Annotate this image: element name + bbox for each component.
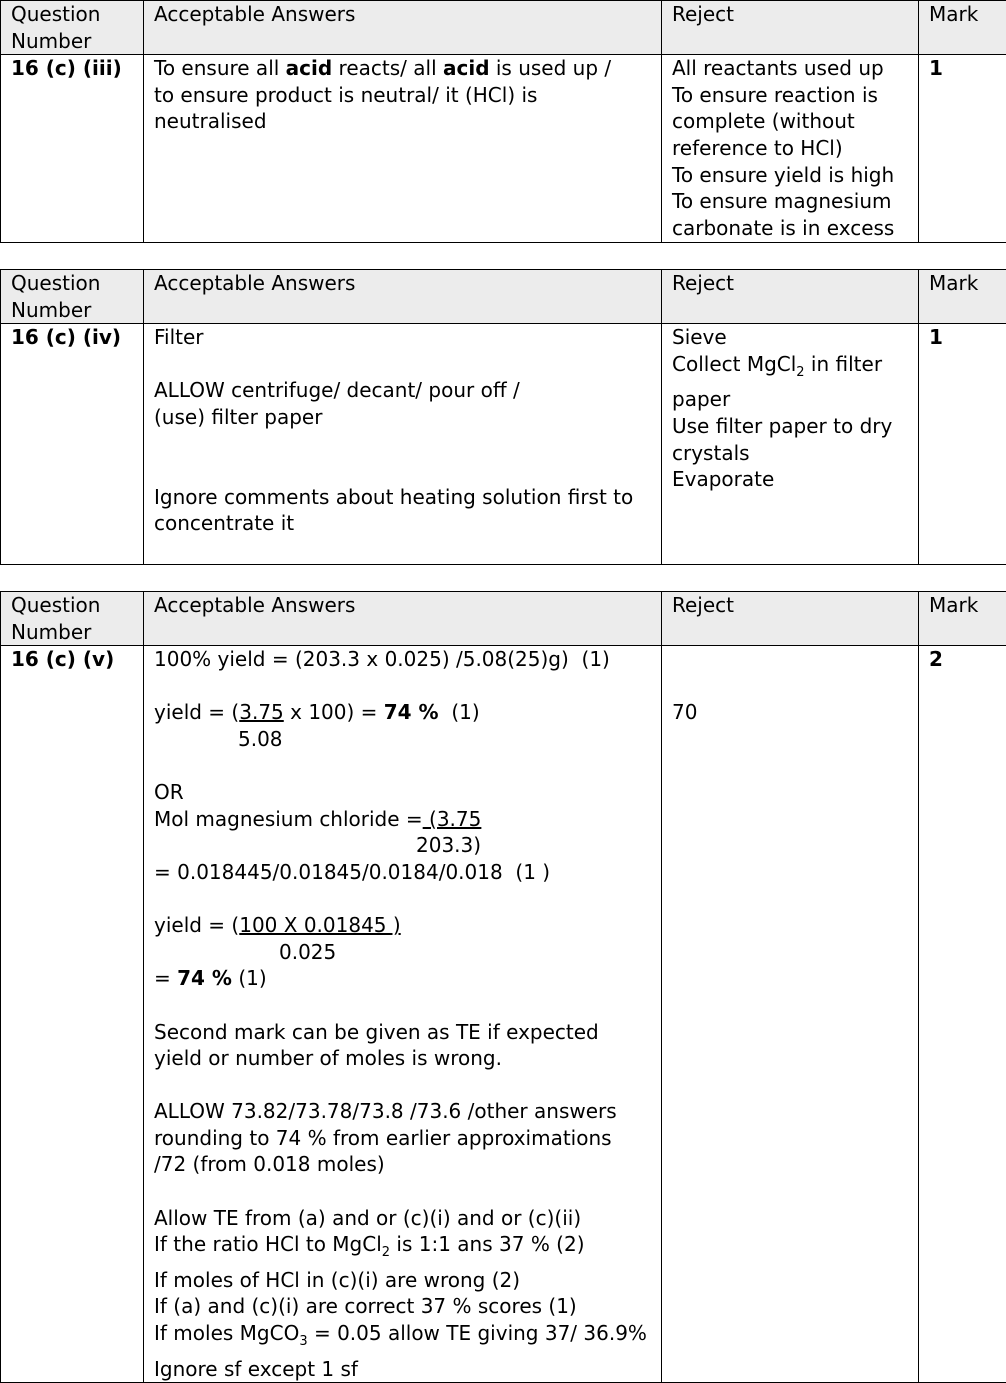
reject-line: Evaporate bbox=[672, 466, 908, 493]
answer-line: If (a) and (c)(i) are correct 37 % scores (1) bbox=[154, 1293, 651, 1320]
answer-line: ALLOW centrifuge/ decant/ pour off / bbox=[154, 377, 651, 404]
answer-line: Filter bbox=[154, 324, 651, 351]
answer-line: 100% yield = (203.3 x 0.025) /5.08(25)g) (1) bbox=[154, 646, 651, 673]
reject-cell bbox=[662, 324, 919, 565]
answer-line: If moles of HCl in (c)(i) are wrong (2) bbox=[154, 1267, 651, 1294]
answer-line: ALLOW 73.82/73.78/73.8 /73.6 /other answers bbox=[154, 1098, 651, 1125]
reject-line: paper bbox=[672, 386, 908, 413]
answer-line: To ensure all acid reacts/ all acid is used up / bbox=[154, 55, 651, 82]
header-question-number: Question Number bbox=[1, 270, 144, 324]
answer-line: (use) filter paper bbox=[154, 404, 651, 431]
header-acceptable-answers: Acceptable Answers bbox=[144, 270, 662, 324]
header-row bbox=[1, 592, 1006, 646]
reject-line: To ensure magnesium bbox=[672, 188, 908, 215]
reject-line: To ensure reaction is bbox=[672, 82, 908, 109]
answer-line: concentrate it bbox=[154, 510, 651, 537]
header-mark: Mark bbox=[919, 270, 1006, 324]
reject-cell bbox=[662, 646, 919, 1383]
header-acceptable-answers: Acceptable Answers bbox=[144, 1, 662, 55]
reject-line: 70 bbox=[672, 699, 908, 726]
acceptable-answers-cell bbox=[144, 55, 662, 243]
mark-value: 1 bbox=[919, 55, 1006, 243]
header-mark: Mark bbox=[919, 592, 1006, 646]
markscheme-table-v bbox=[0, 591, 1006, 1383]
answer-row bbox=[1, 55, 1006, 243]
mark-value: 1 bbox=[919, 324, 1006, 565]
reject-line: crystals bbox=[672, 440, 908, 467]
answer-line: If the ratio HCl to MgCl$_2$ is 1:1 ans 37 % (2) bbox=[154, 1231, 651, 1267]
header-acceptable-answers: Acceptable Answers bbox=[144, 592, 662, 646]
header-reject: Reject bbox=[662, 592, 919, 646]
markscheme-table-iv bbox=[0, 269, 1006, 565]
answer-line: to ensure product is neutral/ it (HCl) is bbox=[154, 82, 651, 109]
header-row bbox=[1, 270, 1006, 324]
answer-line: Mol magnesium chloride = (3.75 bbox=[154, 806, 651, 833]
header-row bbox=[1, 1, 1006, 55]
answer-line: = 74 % (1) bbox=[154, 965, 651, 992]
answer-line: 0.025 bbox=[154, 939, 651, 966]
answer-line: OR bbox=[154, 779, 651, 806]
reject-line: Use filter paper to dry bbox=[672, 413, 908, 440]
reject-line: carbonate is in excess bbox=[672, 215, 908, 242]
reject-line: complete (without bbox=[672, 108, 908, 135]
answer-line: 203.3) bbox=[154, 832, 651, 859]
question-number: 16 (c) (iii) bbox=[1, 55, 144, 243]
answer-line: /72 (from 0.018 moles) bbox=[154, 1151, 651, 1178]
answer-line: yield or number of moles is wrong. bbox=[154, 1045, 651, 1072]
answer-row bbox=[1, 324, 1006, 565]
question-number: 16 (c) (iv) bbox=[1, 324, 144, 565]
mark-value: 2 bbox=[919, 646, 1006, 1383]
reject-line: Sieve bbox=[672, 324, 908, 351]
answer-line: Second mark can be given as TE if expected bbox=[154, 1019, 651, 1046]
header-question-number: Question Number bbox=[1, 592, 144, 646]
acceptable-answers-cell bbox=[144, 324, 662, 565]
markscheme-table-iii bbox=[0, 0, 1006, 243]
header-question-number: Question Number bbox=[1, 1, 144, 55]
answer-line: = 0.018445/0.01845/0.0184/0.018 (1 ) bbox=[154, 859, 651, 886]
answer-row bbox=[1, 646, 1006, 1383]
answer-line: Ignore sf except 1 sf bbox=[154, 1356, 651, 1383]
reject-line: reference to HCl) bbox=[672, 135, 908, 162]
answer-line: rounding to 74 % from earlier approximations bbox=[154, 1125, 651, 1152]
header-mark: Mark bbox=[919, 1, 1006, 55]
acceptable-answers-cell bbox=[144, 646, 662, 1383]
reject-line: All reactants used up bbox=[672, 55, 908, 82]
reject-line: Collect MgCl$_2$ in filter bbox=[672, 351, 908, 387]
header-reject: Reject bbox=[662, 1, 919, 55]
question-number: 16 (c) (v) bbox=[1, 646, 144, 1383]
reject-cell bbox=[662, 55, 919, 243]
answer-line: yield = (100 X 0.01845 ) bbox=[154, 912, 651, 939]
answer-line: Ignore comments about heating solution first to bbox=[154, 484, 651, 511]
header-reject: Reject bbox=[662, 270, 919, 324]
answer-line: Allow TE from (a) and or (c)(i) and or (c)(ii) bbox=[154, 1205, 651, 1232]
answer-line: neutralised bbox=[154, 108, 651, 135]
reject-line: To ensure yield is high bbox=[672, 162, 908, 189]
answer-line: 5.08 bbox=[154, 726, 651, 753]
answer-line: If moles MgCO$_3$ = 0.05 allow TE giving 37/ 36.9% bbox=[154, 1320, 651, 1356]
answer-line: yield = (3.75 x 100) = 74 % (1) bbox=[154, 699, 651, 726]
